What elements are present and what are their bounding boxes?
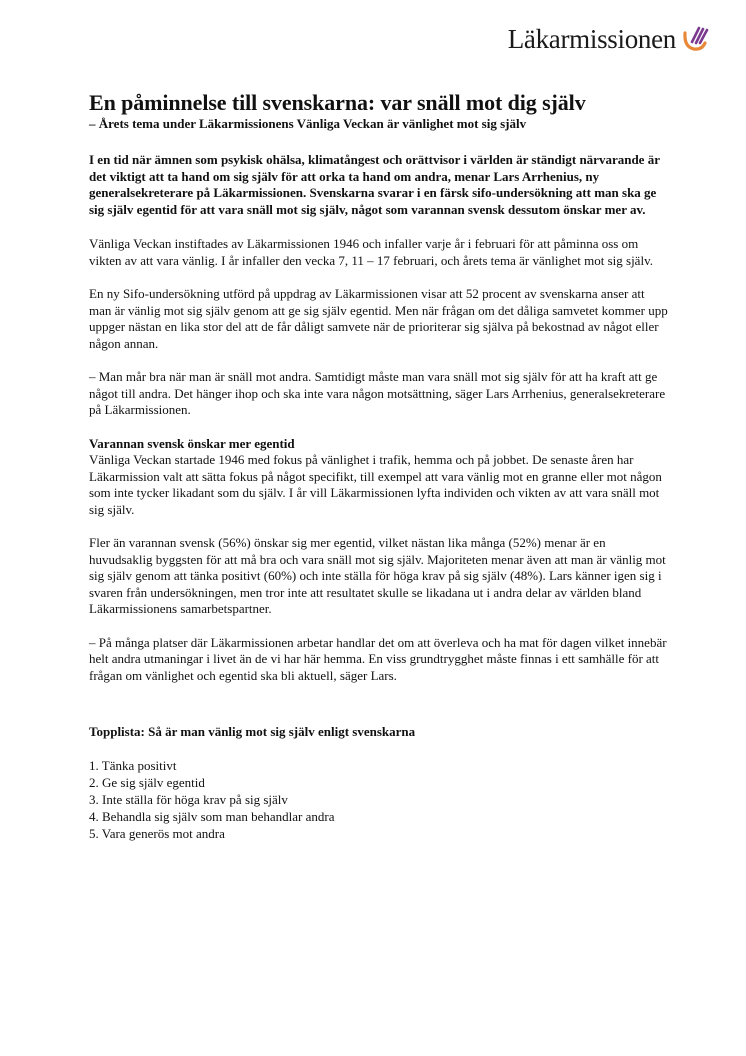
article-lead: I en tid när ämnen som psykisk ohälsa, klimatångest och orättvisor i världen är ständigt närvarande är det viktigt att ta hand om sig själv för att orka ta hand om andra, menar Lars Arrhenius, ny generalsekreterare på Läkarmissionen. Svenskarna svarar i en färsk sifo-undersökning att man ska ge sig själv egentid för att vara snäll mot sig själv, något som varannan svensk dessutom önskar mer av. (89, 152, 660, 217)
article-title: En påminnelse till svenskarna: var snäll mot dig själv (89, 90, 586, 115)
section-paragraph-statistics: Fler än varannan svensk (56%) önskar sig mer egentid, vilket nästan lika många (52%) menar är en huvudsaklig byggsten för att må bra och vara snäll mot sig själv. Majoriteten menar även att man är vänlig mot sig själv genom att tänka positivt (60%) och inte ställa för höga krav på sig själv (48%). Lars känner igen sig i svaren från undersökningen, men tror inte att resultatet skulle se likadana ut i andra delar av världen bland Läkarmissionens samarbetspartner. (89, 535, 666, 616)
list-item: 5. Vara generös mot andra (89, 825, 225, 841)
toplist-heading: Topplista: Så är man vänlig mot sig själv enligt svenskarna (89, 724, 416, 739)
paragraph-survey: En ny Sifo-undersökning utförd på uppdrag av Läkarmissionen visar att 52 procent av svenskarna anser att man är vänlig mot sig själv genom att ge sig själv egentid. Men när frågan om det dåliga samvetet kommer upp uppger nästan en lika stor del att de får dåligt samvete när de prioriterar sig själva på bekostnad av något eller någon annan. (89, 286, 668, 351)
stripes-mark-icon (680, 25, 710, 55)
brand-name: Läkarmissionen (507, 24, 676, 54)
list-item: 1. Tänka positivt (89, 757, 177, 773)
toplist (89, 757, 669, 842)
paragraph-quote: – Man mår bra när man är snäll mot andra. Samtidigt måste man vara snäll mot sig själv för att ha kraft att ge något till andra. Det hänger ihop och ska inte vara någon motsättning, säger Lars Arrhenius, generalsekreterare på Läkarmissionen. (89, 369, 666, 417)
section-heading: Varannan svensk önskar mer egentid (89, 435, 295, 451)
list-item: 4. Behandla sig själv som man behandlar andra (89, 808, 335, 824)
section-paragraph-background: Vänliga Veckan startade 1946 med fokus på vänlighet i trafik, hemma och på jobbet. De senaste åren har Läkarmission valt att sätta fokus på något specifikt, till exempel att vara vänlig mot en granne eller mot någon som inte tycker likadant som du själv. I år vill Läkarmissionen lyfta individen och vikten av att vara snäll mot sig själv. (89, 452, 662, 517)
list-item: 2. Ge sig själv egentid (89, 774, 205, 790)
paragraph-history: Vänliga Veckan instiftades av Läkarmissionen 1946 och infaller varje år i februari för att påminna oss om vikten av att vara vänlig. I år infaller den vecka 7, 11 – 17 februari, och årets tema är vänlighet mot sig själv. (89, 236, 653, 268)
list-item: 3. Inte ställa för höga krav på sig själv (89, 791, 288, 807)
section-paragraph-quote: – På många platser där Läkarmissionen arbetar handlar det om att överleva och ha mat för dagen vilket innebär helt andra utmaningar i livet än de vi har här hemma. En viss grundtrygghet måste finnas i ett samhälle för att frågan om vänlighet och egentid ska bli aktuell, säger Lars. (89, 634, 667, 683)
article-subtitle: – Årets tema under Läkarmissionens Vänliga Veckan är vänlighet mot sig själv (89, 116, 527, 131)
brand-logo (508, 24, 710, 55)
article (89, 90, 669, 842)
